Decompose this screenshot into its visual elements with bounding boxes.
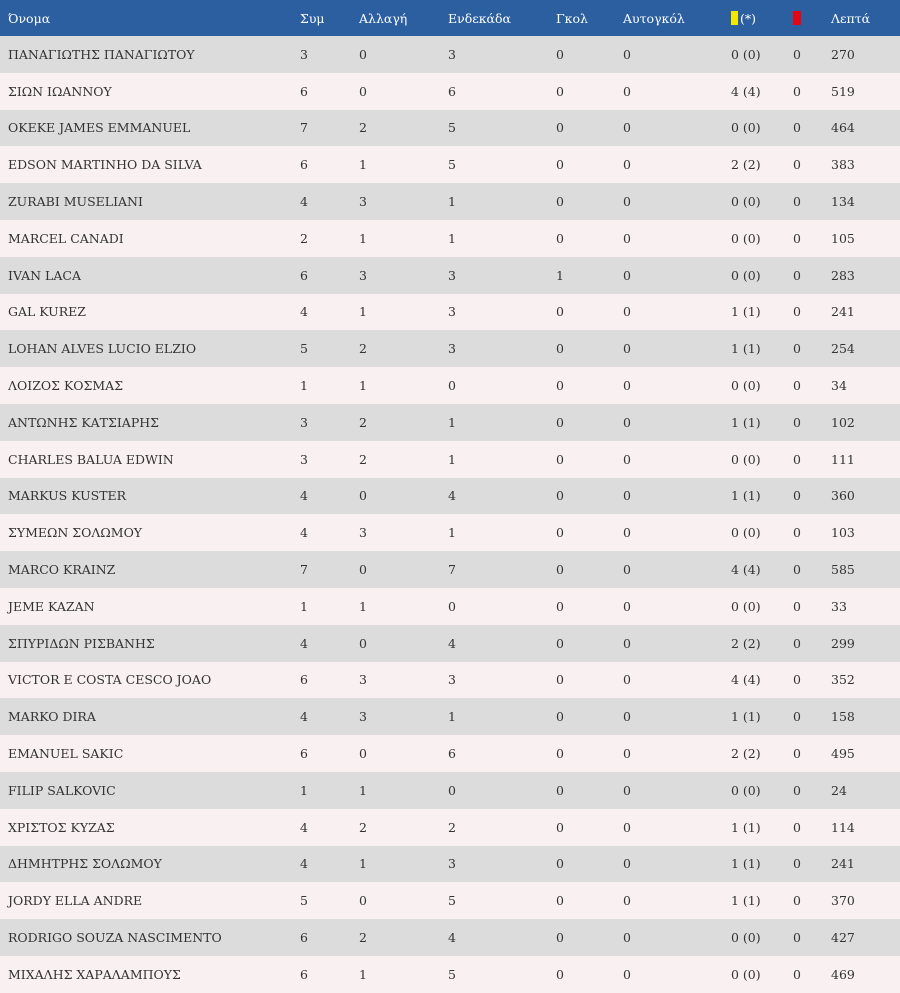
cell-start: 1 bbox=[448, 414, 456, 430]
cell-sub: 0 bbox=[359, 746, 367, 762]
cell-own-goals: 0 bbox=[623, 304, 631, 320]
cell-minutes: 158 bbox=[831, 709, 855, 725]
cell-start: 4 bbox=[448, 488, 456, 504]
cell-apps: 4 bbox=[300, 194, 308, 210]
cell-red: 0 bbox=[793, 598, 801, 614]
cell-apps: 6 bbox=[300, 746, 308, 762]
cell-sub: 3 bbox=[359, 672, 367, 688]
cell-red: 0 bbox=[793, 120, 801, 136]
cell-sub: 0 bbox=[359, 46, 367, 62]
cell-sub: 1 bbox=[359, 230, 367, 246]
cell-apps: 3 bbox=[300, 414, 308, 430]
cell-goals: 0 bbox=[556, 341, 564, 357]
cell-yellow: 2 (2) bbox=[731, 635, 761, 651]
cell-goals: 0 bbox=[556, 525, 564, 541]
cell-minutes: 352 bbox=[831, 672, 855, 688]
cell-apps: 1 bbox=[300, 598, 308, 614]
player-name[interactable]: VICTOR E COSTA CESCO JOAO bbox=[8, 672, 212, 688]
cell-sub: 2 bbox=[359, 414, 367, 430]
cell-sub: 2 bbox=[359, 819, 367, 835]
cell-sub: 1 bbox=[359, 782, 367, 798]
cell-red: 0 bbox=[793, 709, 801, 725]
cell-minutes: 383 bbox=[831, 157, 855, 173]
cell-red: 0 bbox=[793, 856, 801, 872]
cell-red: 0 bbox=[793, 746, 801, 762]
cell-red: 0 bbox=[793, 230, 801, 246]
cell-goals: 0 bbox=[556, 856, 564, 872]
cell-start: 0 bbox=[448, 378, 456, 394]
cell-minutes: 360 bbox=[831, 488, 855, 504]
cell-start: 0 bbox=[448, 598, 456, 614]
cell-goals: 0 bbox=[556, 966, 564, 982]
cell-red: 0 bbox=[793, 304, 801, 320]
table-row bbox=[0, 220, 900, 257]
cell-yellow: 1 (1) bbox=[731, 709, 761, 725]
cell-goals: 0 bbox=[556, 378, 564, 394]
cell-minutes: 134 bbox=[831, 194, 855, 210]
cell-sub: 3 bbox=[359, 709, 367, 725]
cell-apps: 3 bbox=[300, 451, 308, 467]
cell-sub: 0 bbox=[359, 488, 367, 504]
cell-start: 1 bbox=[448, 194, 456, 210]
cell-yellow: 0 (0) bbox=[731, 267, 761, 283]
cell-yellow: 0 (0) bbox=[731, 782, 761, 798]
cell-apps: 5 bbox=[300, 341, 308, 357]
cell-start: 6 bbox=[448, 83, 456, 99]
cell-goals: 0 bbox=[556, 194, 564, 210]
column-header-name[interactable]: Όνομα bbox=[8, 10, 51, 26]
player-name[interactable]: MARCEL CANADI bbox=[8, 230, 124, 246]
cell-minutes: 427 bbox=[831, 930, 855, 946]
cell-own-goals: 0 bbox=[623, 194, 631, 210]
column-header-minutes[interactable]: Λεπτά bbox=[831, 10, 871, 26]
cell-sub: 3 bbox=[359, 267, 367, 283]
table-row bbox=[0, 551, 900, 588]
cell-sub: 0 bbox=[359, 83, 367, 99]
cell-apps: 4 bbox=[300, 304, 308, 320]
cell-minutes: 102 bbox=[831, 414, 855, 430]
player-name[interactable]: JEME KAZAN bbox=[8, 598, 95, 614]
cell-start: 5 bbox=[448, 157, 456, 173]
table-row bbox=[0, 698, 900, 735]
cell-goals: 0 bbox=[556, 598, 564, 614]
cell-apps: 4 bbox=[300, 635, 308, 651]
cell-own-goals: 0 bbox=[623, 525, 631, 541]
cell-own-goals: 0 bbox=[623, 378, 631, 394]
player-name[interactable]: EMANUEL SAKIC bbox=[8, 746, 124, 762]
cell-own-goals: 0 bbox=[623, 672, 631, 688]
player-name[interactable]: CHARLES BALUA EDWIN bbox=[8, 451, 174, 467]
cell-yellow: 0 (0) bbox=[731, 598, 761, 614]
table-row bbox=[0, 919, 900, 956]
cell-minutes: 24 bbox=[831, 782, 847, 798]
player-name[interactable]: OKEKE JAMES EMMANUEL bbox=[8, 120, 191, 136]
cell-yellow: 0 (0) bbox=[731, 194, 761, 210]
table-row bbox=[0, 588, 900, 625]
player-name[interactable]: EDSON MARTINHO DA SILVA bbox=[8, 157, 202, 173]
cell-own-goals: 0 bbox=[623, 709, 631, 725]
player-name[interactable]: LOHAN ALVES LUCIO ELZIO bbox=[8, 341, 197, 357]
cell-goals: 0 bbox=[556, 120, 564, 136]
cell-minutes: 370 bbox=[831, 893, 855, 909]
cell-own-goals: 0 bbox=[623, 819, 631, 835]
player-name[interactable]: ΔΗΜΗΤΡΗΣ ΣΟΛΩΜΟΥ bbox=[8, 856, 162, 872]
cell-sub: 1 bbox=[359, 157, 367, 173]
player-name[interactable]: GAL KUREZ bbox=[8, 304, 86, 320]
cell-yellow: 1 (1) bbox=[731, 488, 761, 504]
cell-sub: 1 bbox=[359, 966, 367, 982]
column-header-yellow[interactable] bbox=[731, 0, 793, 36]
cell-minutes: 469 bbox=[831, 966, 855, 982]
cell-own-goals: 0 bbox=[623, 46, 631, 62]
cell-apps: 7 bbox=[300, 120, 308, 136]
cell-apps: 6 bbox=[300, 83, 308, 99]
cell-start: 1 bbox=[448, 525, 456, 541]
cell-own-goals: 0 bbox=[623, 230, 631, 246]
cell-minutes: 34 bbox=[831, 378, 847, 394]
cell-red: 0 bbox=[793, 782, 801, 798]
cell-yellow: 4 (4) bbox=[731, 83, 761, 99]
cell-apps: 5 bbox=[300, 893, 308, 909]
cell-own-goals: 0 bbox=[623, 120, 631, 136]
cell-yellow: 0 (0) bbox=[731, 525, 761, 541]
cell-goals: 0 bbox=[556, 414, 564, 430]
cell-red: 0 bbox=[793, 157, 801, 173]
table-row bbox=[0, 772, 900, 809]
cell-own-goals: 0 bbox=[623, 451, 631, 467]
column-header-apps[interactable]: Συμ bbox=[300, 10, 325, 26]
cell-minutes: 464 bbox=[831, 120, 855, 136]
cell-goals: 0 bbox=[556, 635, 564, 651]
cell-goals: 0 bbox=[556, 672, 564, 688]
column-header-sub[interactable]: Αλλαγή bbox=[359, 10, 408, 26]
table-row bbox=[0, 294, 900, 331]
table-row bbox=[0, 257, 900, 294]
cell-sub: 3 bbox=[359, 194, 367, 210]
player-name[interactable]: FILIP SALKOVIC bbox=[8, 782, 116, 798]
column-header-goals[interactable]: Γκολ bbox=[556, 10, 588, 26]
cell-start: 1 bbox=[448, 709, 456, 725]
table-row bbox=[0, 882, 900, 919]
cell-red: 0 bbox=[793, 341, 801, 357]
cell-own-goals: 0 bbox=[623, 341, 631, 357]
cell-apps: 1 bbox=[300, 782, 308, 798]
cell-goals: 0 bbox=[556, 782, 564, 798]
cell-goals: 0 bbox=[556, 46, 564, 62]
player-name[interactable]: ΛΟΙΖΟΣ ΚΟΣΜΑΣ bbox=[8, 378, 124, 394]
cell-goals: 0 bbox=[556, 304, 564, 320]
cell-red: 0 bbox=[793, 451, 801, 467]
cell-yellow: 0 (0) bbox=[731, 46, 761, 62]
table-row bbox=[0, 183, 900, 220]
table-row bbox=[0, 146, 900, 183]
table-row bbox=[0, 330, 900, 367]
cell-red: 0 bbox=[793, 414, 801, 430]
cell-yellow: 1 (1) bbox=[731, 893, 761, 909]
player-name[interactable]: MARKO DIRA bbox=[8, 709, 96, 725]
cell-red: 0 bbox=[793, 930, 801, 946]
cell-start: 3 bbox=[448, 672, 456, 688]
table-header-row bbox=[0, 0, 900, 36]
cell-red: 0 bbox=[793, 83, 801, 99]
cell-minutes: 114 bbox=[831, 819, 855, 835]
cell-sub: 1 bbox=[359, 304, 367, 320]
table-row bbox=[0, 110, 900, 147]
cell-goals: 0 bbox=[556, 819, 564, 835]
cell-yellow: 0 (0) bbox=[731, 120, 761, 136]
yellow-card-icon bbox=[731, 11, 738, 25]
cell-start: 5 bbox=[448, 893, 456, 909]
cell-yellow: 1 (1) bbox=[731, 341, 761, 357]
column-header-red[interactable] bbox=[793, 0, 831, 36]
cell-apps: 6 bbox=[300, 966, 308, 982]
cell-yellow: 0 (0) bbox=[731, 930, 761, 946]
player-name[interactable]: ΣΥΜΕΩΝ ΣΟΛΩΜΟΥ bbox=[8, 525, 143, 541]
column-header-own-goals[interactable]: Αυτογκόλ bbox=[623, 10, 685, 26]
cell-start: 5 bbox=[448, 120, 456, 136]
cell-goals: 0 bbox=[556, 562, 564, 578]
cell-sub: 0 bbox=[359, 635, 367, 651]
cell-red: 0 bbox=[793, 194, 801, 210]
cell-sub: 1 bbox=[359, 598, 367, 614]
cell-red: 0 bbox=[793, 562, 801, 578]
cell-yellow: 4 (4) bbox=[731, 672, 761, 688]
cell-yellow: 1 (1) bbox=[731, 856, 761, 872]
cell-start: 3 bbox=[448, 267, 456, 283]
cell-own-goals: 0 bbox=[623, 157, 631, 173]
cell-apps: 2 bbox=[300, 230, 308, 246]
cell-apps: 4 bbox=[300, 525, 308, 541]
cell-minutes: 241 bbox=[831, 856, 855, 872]
cell-sub: 2 bbox=[359, 930, 367, 946]
cell-own-goals: 0 bbox=[623, 562, 631, 578]
cell-apps: 3 bbox=[300, 46, 308, 62]
cell-goals: 0 bbox=[556, 930, 564, 946]
cell-minutes: 299 bbox=[831, 635, 855, 651]
cell-apps: 6 bbox=[300, 157, 308, 173]
cell-yellow: 0 (0) bbox=[731, 230, 761, 246]
cell-own-goals: 0 bbox=[623, 635, 631, 651]
cell-red: 0 bbox=[793, 672, 801, 688]
cell-apps: 7 bbox=[300, 562, 308, 578]
cell-goals: 0 bbox=[556, 451, 564, 467]
cell-sub: 1 bbox=[359, 856, 367, 872]
cell-goals: 0 bbox=[556, 488, 564, 504]
cell-red: 0 bbox=[793, 966, 801, 982]
cell-apps: 6 bbox=[300, 672, 308, 688]
player-name[interactable]: ΜΙΧΑΛΗΣ ΧΑΡΑΛΑΜΠΟΥΣ bbox=[8, 966, 181, 982]
cell-own-goals: 0 bbox=[623, 746, 631, 762]
table-row bbox=[0, 846, 900, 883]
cell-own-goals: 0 bbox=[623, 83, 631, 99]
cell-apps: 4 bbox=[300, 856, 308, 872]
cell-own-goals: 0 bbox=[623, 856, 631, 872]
cell-minutes: 585 bbox=[831, 562, 855, 578]
player-name[interactable]: ΧΡΙΣΤΟΣ ΚΥΖΑΣ bbox=[8, 819, 115, 835]
cell-yellow: 2 (2) bbox=[731, 157, 761, 173]
cell-yellow: 1 (1) bbox=[731, 414, 761, 430]
cell-start: 0 bbox=[448, 782, 456, 798]
cell-yellow: 2 (2) bbox=[731, 746, 761, 762]
table-row bbox=[0, 625, 900, 662]
cell-minutes: 254 bbox=[831, 341, 855, 357]
cell-sub: 1 bbox=[359, 378, 367, 394]
cell-sub: 0 bbox=[359, 893, 367, 909]
cell-start: 6 bbox=[448, 746, 456, 762]
cell-yellow: 1 (1) bbox=[731, 819, 761, 835]
cell-red: 0 bbox=[793, 378, 801, 394]
player-name[interactable]: MARKUS KUSTER bbox=[8, 488, 127, 504]
cell-minutes: 111 bbox=[831, 451, 855, 467]
cell-apps: 4 bbox=[300, 709, 308, 725]
cell-own-goals: 0 bbox=[623, 488, 631, 504]
cell-own-goals: 0 bbox=[623, 267, 631, 283]
cell-own-goals: 0 bbox=[623, 782, 631, 798]
cell-red: 0 bbox=[793, 488, 801, 504]
column-header-start[interactable]: Ενδεκάδα bbox=[448, 10, 511, 26]
cell-goals: 0 bbox=[556, 157, 564, 173]
cell-start: 5 bbox=[448, 966, 456, 982]
cell-red: 0 bbox=[793, 635, 801, 651]
table-row bbox=[0, 478, 900, 515]
cell-red: 0 bbox=[793, 267, 801, 283]
cell-minutes: 241 bbox=[831, 304, 855, 320]
cell-yellow: 0 (0) bbox=[731, 451, 761, 467]
cell-start: 2 bbox=[448, 819, 456, 835]
table-row bbox=[0, 809, 900, 846]
cell-start: 4 bbox=[448, 635, 456, 651]
cell-yellow: 4 (4) bbox=[731, 562, 761, 578]
cell-minutes: 283 bbox=[831, 267, 855, 283]
cell-goals: 0 bbox=[556, 709, 564, 725]
cell-goals: 0 bbox=[556, 230, 564, 246]
cell-own-goals: 0 bbox=[623, 966, 631, 982]
cell-sub: 0 bbox=[359, 562, 367, 578]
cell-goals: 1 bbox=[556, 267, 564, 283]
cell-start: 7 bbox=[448, 562, 456, 578]
cell-sub: 2 bbox=[359, 341, 367, 357]
cell-start: 1 bbox=[448, 451, 456, 467]
table-row bbox=[0, 441, 900, 478]
cell-start: 3 bbox=[448, 856, 456, 872]
cell-minutes: 270 bbox=[831, 46, 855, 62]
cell-apps: 6 bbox=[300, 930, 308, 946]
cell-goals: 0 bbox=[556, 893, 564, 909]
table-row bbox=[0, 662, 900, 699]
table-row bbox=[0, 36, 900, 73]
player-name[interactable]: JORDY ELLA ANDRE bbox=[8, 893, 143, 909]
player-name[interactable]: ZURABI MUSELIANI bbox=[8, 194, 143, 210]
cell-goals: 0 bbox=[556, 746, 564, 762]
player-name[interactable]: ΠΑΝΑΓΙΩΤΗΣ ΠΑΝΑΓΙΩΤΟΥ bbox=[8, 46, 195, 62]
player-name[interactable]: ΣΙΩΝ ΙΩΑΝΝΟΥ bbox=[8, 83, 112, 99]
cell-own-goals: 0 bbox=[623, 930, 631, 946]
table-row bbox=[0, 404, 900, 441]
cell-goals: 0 bbox=[556, 83, 564, 99]
cell-red: 0 bbox=[793, 46, 801, 62]
cell-start: 1 bbox=[448, 230, 456, 246]
red-card-icon bbox=[793, 11, 801, 25]
cell-minutes: 105 bbox=[831, 230, 855, 246]
cell-red: 0 bbox=[793, 525, 801, 541]
player-name[interactable]: RODRIGO SOUZA NASCIMENTO bbox=[8, 930, 222, 946]
cell-start: 4 bbox=[448, 930, 456, 946]
cell-yellow: 0 (0) bbox=[731, 966, 761, 982]
cell-minutes: 519 bbox=[831, 83, 855, 99]
cell-apps: 4 bbox=[300, 819, 308, 835]
player-name[interactable]: ΣΠΥΡΙΔΩΝ ΡΙΣΒΑΝΗΣ bbox=[8, 635, 155, 651]
cell-start: 3 bbox=[448, 341, 456, 357]
table-row bbox=[0, 956, 900, 993]
player-name[interactable]: IVAN LACA bbox=[8, 267, 81, 283]
cell-start: 3 bbox=[448, 46, 456, 62]
cell-sub: 2 bbox=[359, 120, 367, 136]
cell-own-goals: 0 bbox=[623, 414, 631, 430]
yellow-header-label: (*) bbox=[740, 10, 757, 26]
cell-yellow: 1 (1) bbox=[731, 304, 761, 320]
cell-sub: 2 bbox=[359, 451, 367, 467]
cell-own-goals: 0 bbox=[623, 893, 631, 909]
table-row bbox=[0, 735, 900, 772]
cell-apps: 1 bbox=[300, 378, 308, 394]
table-row bbox=[0, 73, 900, 110]
cell-red: 0 bbox=[793, 819, 801, 835]
player-name[interactable]: ΑΝΤΩΝΗΣ ΚΑΤΣΙΑΡΗΣ bbox=[8, 414, 159, 430]
cell-minutes: 103 bbox=[831, 525, 855, 541]
cell-minutes: 495 bbox=[831, 746, 855, 762]
cell-own-goals: 0 bbox=[623, 598, 631, 614]
cell-sub: 3 bbox=[359, 525, 367, 541]
table-row bbox=[0, 514, 900, 551]
cell-minutes: 33 bbox=[831, 598, 847, 614]
table-row bbox=[0, 367, 900, 404]
cell-apps: 4 bbox=[300, 488, 308, 504]
cell-start: 3 bbox=[448, 304, 456, 320]
cell-red: 0 bbox=[793, 893, 801, 909]
player-name[interactable]: MARCO KRAINZ bbox=[8, 562, 116, 578]
cell-apps: 6 bbox=[300, 267, 308, 283]
cell-yellow: 0 (0) bbox=[731, 378, 761, 394]
